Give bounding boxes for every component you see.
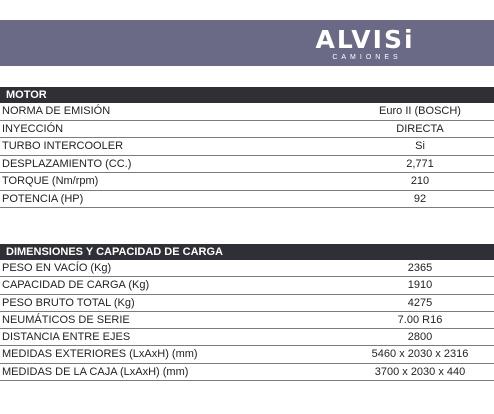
spec-value: Si — [415, 140, 425, 152]
spec-label: NEUMÁTICOS DE SERIE — [2, 313, 130, 326]
spec-row — [0, 103, 494, 121]
logo-wordmark: ALVISi — [315, 25, 415, 54]
spec-value: 2365 — [407, 262, 433, 274]
motor-section-title: MOTOR — [0, 87, 494, 103]
spec-row — [0, 346, 494, 363]
spec-label: TURBO INTERCOOLER — [2, 140, 124, 152]
spec-label: MEDIDAS DE LA CAJA (LxAxH) (mm) — [2, 365, 189, 378]
spec-row — [0, 312, 494, 329]
alvisi-logo — [300, 27, 430, 63]
spec-row — [0, 295, 494, 312]
spec-label: MEDIDAS EXTERIORES (LxAxH) (mm) — [2, 348, 198, 361]
spec-row — [0, 191, 494, 209]
spec-label: POTENCIA (HP) — [2, 192, 84, 205]
spec-label: DISTANCIA ENTRE EJES — [2, 331, 131, 344]
spec-value: Euro II (BOSCH) — [379, 105, 461, 117]
spec-row — [0, 138, 494, 156]
spec-value: DIRECTA — [396, 122, 444, 135]
spec-row — [0, 277, 494, 294]
spec-value: 4275 — [407, 296, 433, 309]
spec-row — [0, 260, 494, 277]
spec-label: DESPLAZAMIENTO (CC.) — [2, 157, 132, 170]
spec-label: PESO BRUTO TOTAL (Kg) — [2, 296, 135, 309]
dimensions-section-title: DIMENSIONES Y CAPACIDAD DE CARGA — [0, 244, 494, 260]
spec-label: NORMA DE EMISIÓN — [2, 105, 111, 117]
logo-tagline: CAMIONES — [332, 54, 402, 61]
spec-value: 3700 x 2030 x 440 — [374, 365, 466, 378]
spec-row — [0, 329, 494, 346]
motor-spec-table — [0, 87, 494, 208]
spec-value: 92 — [413, 192, 427, 205]
spec-value: 1910 — [407, 279, 433, 292]
spec-label: INYECCIÓN — [2, 122, 64, 135]
spec-label: PESO EN VACÍO (Kg) — [2, 262, 112, 274]
spec-value: 5460 x 2030 x 2316 — [371, 348, 469, 361]
spec-label: CAPACIDAD DE CARGA (Kg) — [2, 279, 150, 292]
spec-row — [0, 364, 494, 381]
spec-value: 210 — [410, 175, 430, 187]
spec-row — [0, 173, 494, 191]
spec-value: 7.00 R16 — [397, 313, 443, 326]
spec-label: TORQUE (Nm/rpm) — [2, 175, 99, 187]
spec-row — [0, 121, 494, 139]
spec-value: 2800 — [407, 331, 433, 344]
dimensions-spec-table — [0, 244, 494, 381]
spec-row — [0, 156, 494, 174]
spec-value: 2,771 — [406, 157, 434, 170]
